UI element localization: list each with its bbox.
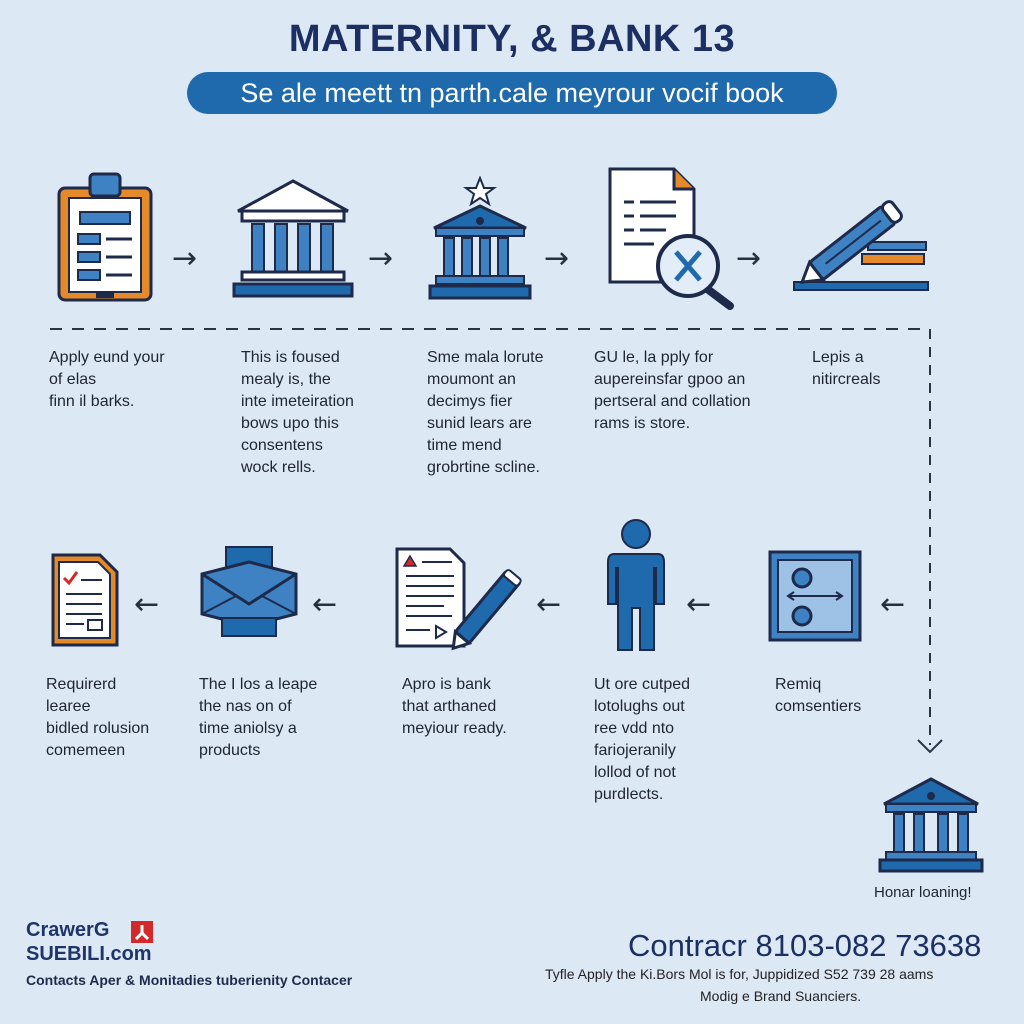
arrow-right-icon: →: [544, 241, 570, 276]
step-5-text: Lepis a nitircreals: [812, 349, 881, 388]
arrow-left-icon: ←: [134, 587, 160, 622]
step-9-text: Ut ore cutped lotolughs out ree vdd nto fariojeranily lollod of not purdlects.: [594, 676, 691, 803]
arrow-left-icon: ←: [880, 587, 906, 622]
fine-print-1: Tyfle Apply the Ki.Bors Mol is for, Juppidized S52 739 28 aams: [545, 966, 934, 982]
step-3-text: Sme mala lorute moumont an decimys fier sunid lears are time mend grobrtine scline.: [427, 349, 544, 476]
arrow-left-icon: ←: [536, 587, 562, 622]
logo-line-2: SUEBILI.com: [26, 943, 152, 965]
fine-print-2: Modig e Brand Suanciers.: [700, 988, 862, 1004]
logo-line-1: CrawerG: [26, 919, 110, 941]
arrow-right-icon: →: [172, 241, 198, 276]
step-8-text: Apro is bank that arthaned meyiour ready.: [402, 676, 507, 737]
document-pencil-icon: [394, 546, 530, 656]
step-4-text: GU le, la pply for aupereinsfar gpoo an pertseral and collation rams is store.: [594, 349, 751, 432]
checklist-document-icon: [50, 552, 120, 648]
arrow-right-icon: →: [736, 241, 762, 276]
arrow-right-icon: →: [368, 241, 394, 276]
logo-tagline: Contacts Aper & Monitadies tuberienity Contacer: [26, 972, 353, 988]
page-title: MATERNITY, & BANK 13: [288, 18, 736, 60]
step-2-text: This is foused mealy is, the inte imeteiration bows upo this consentens wock rells.: [241, 349, 354, 476]
subtitle-banner: Se ale meett tn parth.cale meyrour vocif book: [187, 72, 837, 114]
contact-phone: Contracr 8103-082 73638: [628, 928, 982, 963]
bank-final-icon: [878, 776, 984, 874]
step-7-text: The I los a leape the nas on of time aniolsy a products: [199, 676, 318, 759]
card-panel-icon: [768, 550, 862, 642]
step-1-text: Apply eund your of elas finn il barks.: [49, 349, 165, 410]
envelope-box-icon: [198, 544, 300, 640]
arrow-left-icon: ←: [312, 587, 338, 622]
arrow-left-icon: ←: [686, 587, 712, 622]
logo-mark-icon: [131, 921, 153, 943]
final-step-caption: Honar loaning!: [874, 884, 972, 901]
step-10-text: Remiq comsentiers: [775, 676, 862, 715]
step-6-text: Requirerd learee bidled rolusion comemeen: [46, 676, 150, 759]
person-icon: [604, 518, 668, 654]
